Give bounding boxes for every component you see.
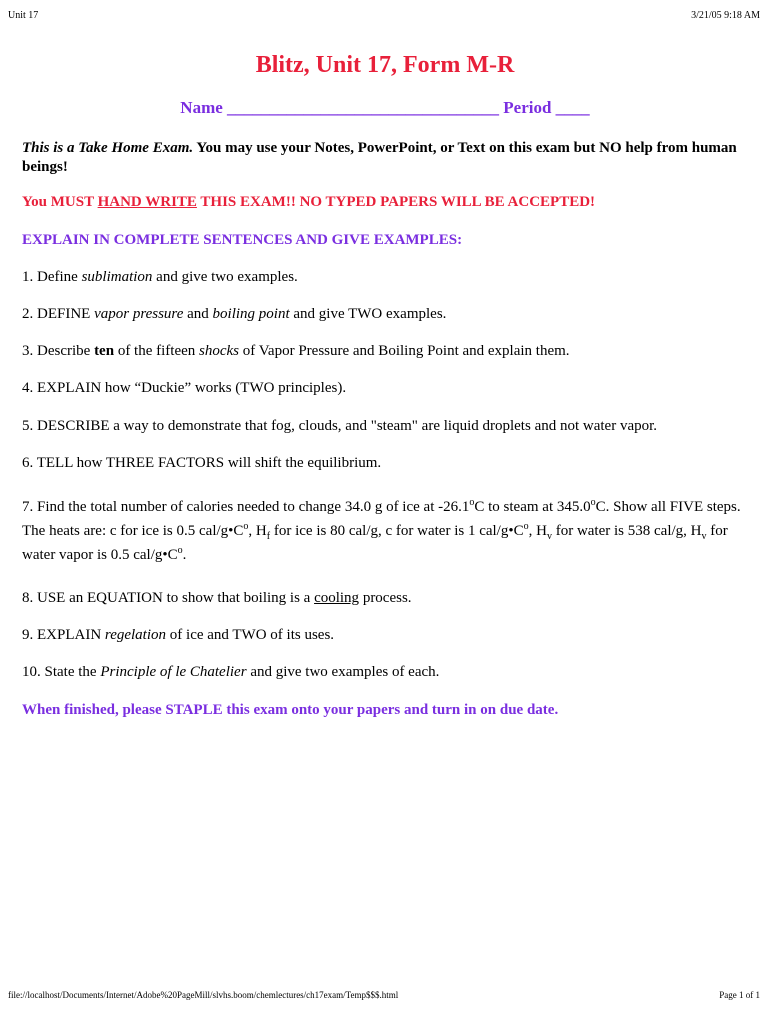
footer-url: file://localhost/Documents/Internet/Adobe%20PageMill/slvhs.boom/chemlectures/ch17exam/Temp$$$.html <box>8 990 399 1000</box>
question-7 <box>22 495 762 567</box>
q3-term: shocks <box>199 343 240 359</box>
q3-bold: ten <box>94 343 115 359</box>
explain-instruction: EXPLAIN IN COMPLETE SENTENCES AND GIVE EXAMPLES: <box>22 232 463 248</box>
q1-term: sublimation <box>81 269 153 285</box>
question-8 <box>22 590 412 607</box>
q3-text-end: of Vapor Pressure and Boiling Point and explain them. <box>239 343 570 359</box>
must-post: THIS EXAM!! NO TYPED PAPERS WILL BE ACCEPTED! <box>196 194 596 210</box>
degree-sup: o <box>469 497 475 508</box>
subscript: v <box>546 531 552 542</box>
question-4: 4. EXPLAIN how “Duckie” works (TWO principles). <box>22 380 347 396</box>
q2-text: 2. DEFINE <box>22 306 95 322</box>
degree-sup: o <box>243 521 249 532</box>
question-2 <box>22 306 446 323</box>
q1-text-end: and give two examples. <box>152 269 298 285</box>
q7-text: for ice is 80 cal/g, c for water is 1 cal/g•C <box>270 523 524 539</box>
subscript: v <box>701 531 707 542</box>
q9-term: regelation <box>104 627 167 643</box>
subscript: f <box>266 531 271 542</box>
q7-text: C. Show all FIVE steps. The heats are: c for ice is 0.5 cal/g•C <box>22 499 741 539</box>
q7-text: C to steam at 345.0 <box>474 499 591 515</box>
q8-text-end: process. <box>359 590 412 606</box>
q7-text: , H <box>528 523 547 539</box>
q3-text: 3. Describe <box>22 343 95 359</box>
name-period-line: Name ________________________________ Period ____ <box>180 98 590 117</box>
header-timestamp: 3/21/05 9:18 AM <box>691 10 760 21</box>
q3-text-mid: of the fifteen <box>114 343 200 359</box>
q9-text: 9. EXPLAIN <box>22 627 105 643</box>
header-left: Unit 17 <box>8 10 39 21</box>
hand-write-warning <box>22 194 595 211</box>
footer-page-number: Page 1 of 1 <box>719 990 760 1000</box>
intro-paragraph <box>22 139 747 177</box>
q10-text-end: and give two examples of each. <box>246 664 440 680</box>
question-5: 5. DESCRIBE a way to demonstrate that fog, clouds, and "steam" are liquid droplets and not water vapor. <box>22 418 658 434</box>
q7-text: for water vapor is 0.5 cal/g•C <box>22 523 728 563</box>
page-title: Blitz, Unit 17, Form M-R <box>255 52 515 78</box>
q7-text: 7. Find the total number of calories needed to change 34.0 g of ice at -26.1 <box>22 499 470 515</box>
degree-sup: o <box>523 521 529 532</box>
intro-italic: This is a Take Home Exam. <box>22 140 194 156</box>
q2-term-1: vapor pressure <box>94 306 184 322</box>
q7-text: for water is 538 cal/g, H <box>551 523 702 539</box>
question-1 <box>22 269 298 286</box>
must-pre: You MUST <box>22 194 98 210</box>
q2-term-2: boiling point <box>212 306 290 322</box>
degree-sup: o <box>177 545 183 556</box>
q7-text: . <box>182 547 187 563</box>
question-9 <box>22 627 334 644</box>
degree-sup: o <box>590 497 596 508</box>
question-6: 6. TELL how THREE FACTORS will shift the equilibrium. <box>22 455 382 471</box>
q10-term: Principle of le Chatelier <box>100 664 247 680</box>
q2-text-mid: and <box>183 306 213 322</box>
question-10 <box>22 664 439 681</box>
q9-text-end: of ice and TWO of its uses. <box>166 627 335 643</box>
q7-text: , H <box>248 523 267 539</box>
q8-text: 8. USE an EQUATION to show that boiling is a <box>22 590 315 606</box>
q2-text-end: and give TWO examples. <box>289 306 447 322</box>
finish-instruction: When finished, please STAPLE this exam onto your papers and turn in on due date. <box>22 702 559 718</box>
q8-underlined: cooling <box>314 590 360 606</box>
question-3 <box>22 343 570 360</box>
must-underlined: HAND WRITE <box>97 194 197 210</box>
q10-text: 10. State the <box>22 664 101 680</box>
q1-text: 1. Define <box>22 269 82 285</box>
intro-rest: You may use your Notes, PowerPoint, or Text on this exam but NO help from human beings! <box>22 140 737 175</box>
